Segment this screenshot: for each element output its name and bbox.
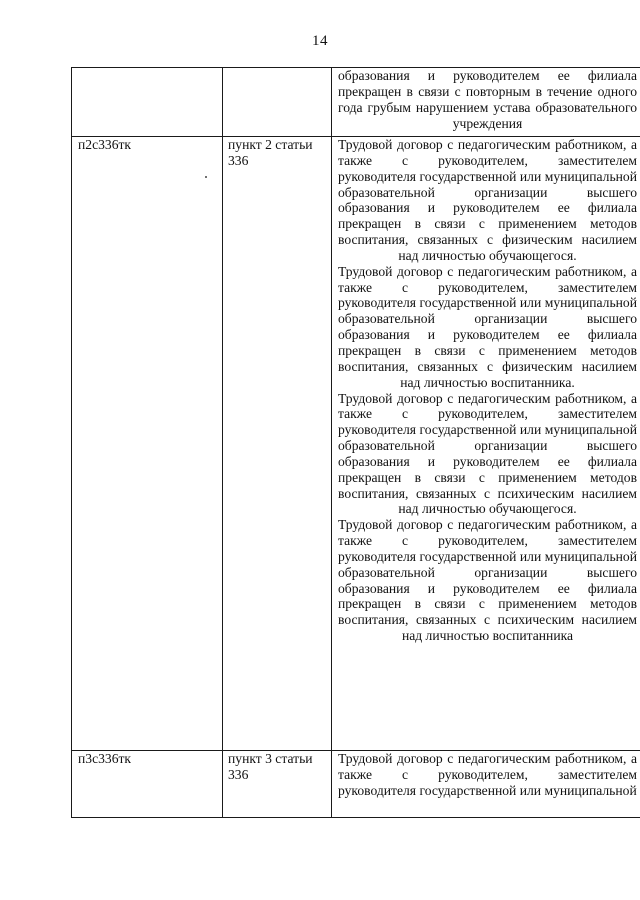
article-cell <box>223 68 332 137</box>
description-paragraph: Трудовой договор с педагогическим работником, а также с руководителем, заместителем руководителя государственной или муниципальной образовательной организации высшего образования и руководителем ее филиала прекращен в связи с применением методов воспитания, связанных с психическим насилием над личностью воспитанника <box>338 517 637 644</box>
article-cell: пункт 2 статьи 336 <box>223 137 332 751</box>
description-paragraph: Трудовой договор с педагогическим работником, а также с руководителем, заместителем руководителя государственной или муниципальной образовательной организации высшего образования и руководителем ее филиала прекращен в связи с применением методов воспитания, связанных с физическим насилием над личностью обучающегося. <box>338 137 637 263</box>
description-cell <box>332 68 640 137</box>
description-paragraph: Трудовой договор с педагогическим работником, а также с руководителем, заместителем руководителя государственной или муниципальной <box>338 751 637 798</box>
description-clip <box>338 751 637 817</box>
termination-codes-table <box>71 67 640 818</box>
description-cell <box>332 751 640 818</box>
scan-speck <box>205 176 207 178</box>
code-cell: п2с336тк <box>72 137 223 751</box>
table-row <box>72 137 640 751</box>
page-number: 14 <box>312 33 328 49</box>
description-paragraph: Трудовой договор с педагогическим работником, а также с руководителем, заместителем руководителя государственной или муниципальной образовательной организации высшего образования и руководителем ее филиала прекращен в связи с применением методов воспитания, связанных с физическим насилием над личностью воспитанника. <box>338 263 637 390</box>
table-row <box>72 751 640 818</box>
description-paragraph: Трудовой договор с педагогическим работником, а также с руководителем, заместителем руководителя государственной или муниципальной образовательной организации высшего образования и руководителем ее филиала прекращен в связи с применением методов воспитания, связанных с психическим насилием над личностью обучающегося. <box>338 390 637 517</box>
description-cell <box>332 137 640 751</box>
code-cell: п3с336тк <box>72 751 223 818</box>
table-row <box>72 68 640 137</box>
code-cell <box>72 68 223 137</box>
article-cell: пункт 3 статьи 336 <box>223 751 332 818</box>
description-paragraph: образования и руководителем ее филиала прекращен в связи с повторным в течение одного года грубым нарушением устава образовательного учреждения <box>338 68 637 131</box>
